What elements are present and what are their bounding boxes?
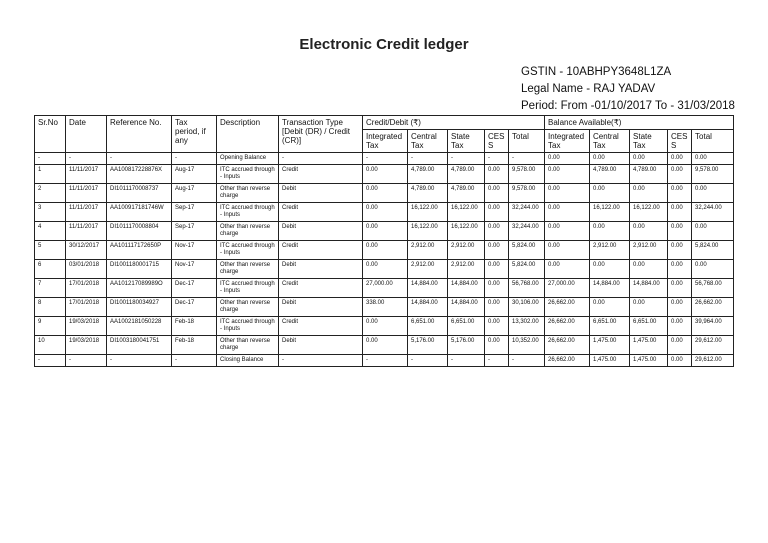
table-cell: 27,000.00: [363, 279, 408, 298]
table-cell: 0.00: [668, 298, 692, 317]
table-cell: -: [35, 355, 66, 367]
table-cell: 14,884.00: [408, 279, 448, 298]
table-cell: Nov-17: [172, 241, 217, 260]
table-cell: 1,475.00: [590, 355, 630, 367]
table-cell: Debit: [279, 298, 363, 317]
table-cell: 4,789.00: [408, 165, 448, 184]
table-cell: Closing Balance: [217, 355, 279, 367]
table-cell: 0.00: [485, 165, 509, 184]
table-cell: 26,662.00: [545, 317, 590, 336]
table-cell: 11/11/2017: [66, 165, 107, 184]
table-cell: 30/12/2017: [66, 241, 107, 260]
table-cell: 0.00: [668, 279, 692, 298]
table-cell: -: [448, 355, 485, 367]
table-cell: 0.00: [668, 260, 692, 279]
table-cell: 0.00: [668, 153, 692, 165]
table-cell: 4,789.00: [448, 165, 485, 184]
table-row: [35, 184, 734, 203]
table-cell: 0.00: [363, 222, 408, 241]
table-cell: AA1002181050228: [107, 317, 172, 336]
table-cell: 1,475.00: [630, 355, 668, 367]
table-row: [35, 165, 734, 184]
table-row: [35, 153, 734, 165]
table-cell: 6,651.00: [630, 317, 668, 336]
table-cell: 16,122.00: [408, 222, 448, 241]
table-cell: -: [408, 153, 448, 165]
table-cell: 0.00: [630, 184, 668, 203]
table-cell: -: [408, 355, 448, 367]
table-cell: 4,789.00: [448, 184, 485, 203]
table-cell: 14,884.00: [448, 298, 485, 317]
table-cell: 0.00: [545, 165, 590, 184]
table-cell: 16,122.00: [448, 222, 485, 241]
table-cell: 14,884.00: [408, 298, 448, 317]
table-cell: 29,612.00: [692, 355, 734, 367]
table-cell: -: [66, 355, 107, 367]
table-cell: 0.00: [590, 153, 630, 165]
table-cell: 10,352.00: [509, 336, 545, 355]
table-cell: 26,662.00: [692, 298, 734, 317]
table-cell: 0.00: [363, 336, 408, 355]
table-cell: Aug-17: [172, 165, 217, 184]
table-cell: 7: [35, 279, 66, 298]
table-cell: 32,244.00: [692, 203, 734, 222]
table-cell: Debit: [279, 260, 363, 279]
table-cell: AA100817228876X: [107, 165, 172, 184]
table-cell: 4: [35, 222, 66, 241]
table-cell: 0.00: [630, 222, 668, 241]
table-cell: 26,662.00: [545, 298, 590, 317]
table-cell: 26,662.00: [545, 355, 590, 367]
table-cell: 0.00: [630, 298, 668, 317]
table-cell: 0.00: [485, 260, 509, 279]
table-cell: 0.00: [590, 184, 630, 203]
table-cell: 1,475.00: [590, 336, 630, 355]
table-cell: Debit: [279, 222, 363, 241]
table-cell: DI1001180034927: [107, 298, 172, 317]
table-cell: 6,651.00: [408, 317, 448, 336]
table-cell: 2,912.00: [448, 260, 485, 279]
table-cell: ITC accrued through - Inputs: [217, 279, 279, 298]
subheader-balance-state-tax: State Tax: [630, 130, 668, 153]
table-cell: 5,824.00: [692, 241, 734, 260]
table-cell: DI1001180001715: [107, 260, 172, 279]
table-cell: Sep-17: [172, 222, 217, 241]
table-cell: 0.00: [545, 241, 590, 260]
table-cell: -: [172, 153, 217, 165]
table-cell: 2: [35, 184, 66, 203]
gstin-text: GSTIN - 10ABHPY3648L1ZA: [521, 66, 672, 78]
table-cell: 4,789.00: [408, 184, 448, 203]
table-cell: 2,912.00: [448, 241, 485, 260]
table-cell: DI1011170008804: [107, 222, 172, 241]
table-cell: AA101217089989O: [107, 279, 172, 298]
table-cell: 6,651.00: [590, 317, 630, 336]
table-cell: 0.00: [668, 222, 692, 241]
table-cell: -: [509, 355, 545, 367]
table-cell: 11/11/2017: [66, 222, 107, 241]
table-cell: 03/01/2018: [66, 260, 107, 279]
table-cell: Credit: [279, 165, 363, 184]
header-date: Date: [66, 116, 107, 153]
table-cell: 2,912.00: [630, 241, 668, 260]
table-cell: 2,912.00: [408, 260, 448, 279]
table-cell: ITC accrued through - Inputs: [217, 203, 279, 222]
table-cell: 0.00: [485, 336, 509, 355]
table-cell: 0.00: [485, 279, 509, 298]
subheader-cess: CESS: [485, 130, 509, 153]
table-cell: 0.00: [363, 184, 408, 203]
table-cell: DI1011170008737: [107, 184, 172, 203]
table-cell: 10: [35, 336, 66, 355]
table-cell: -: [107, 153, 172, 165]
table-cell: 0.00: [485, 203, 509, 222]
table-cell: Credit: [279, 241, 363, 260]
table-cell: -: [448, 153, 485, 165]
table-cell: Aug-17: [172, 184, 217, 203]
subheader-central-tax: Central Tax: [408, 130, 448, 153]
header-credit-debit-group: Credit/Debit (₹): [363, 116, 545, 130]
table-cell: 1,475.00: [630, 336, 668, 355]
table-cell: -: [107, 355, 172, 367]
table-cell: 5,176.00: [448, 336, 485, 355]
table-cell: 0.00: [485, 317, 509, 336]
table-cell: 16,122.00: [448, 203, 485, 222]
table-row: [35, 317, 734, 336]
table-cell: 1: [35, 165, 66, 184]
table-cell: ITC accrued through - Inputs: [217, 165, 279, 184]
table-cell: Sep-17: [172, 203, 217, 222]
table-row: [35, 298, 734, 317]
table-cell: 3: [35, 203, 66, 222]
table-cell: 0.00: [668, 336, 692, 355]
table-cell: 14,884.00: [630, 279, 668, 298]
table-cell: Other than reverse charge: [217, 222, 279, 241]
table-cell: Dec-17: [172, 298, 217, 317]
table-cell: Other than reverse charge: [217, 298, 279, 317]
table-cell: 0.00: [668, 241, 692, 260]
table-cell: 0.00: [545, 222, 590, 241]
table-cell: 19/03/2018: [66, 336, 107, 355]
table-cell: 39,964.00: [692, 317, 734, 336]
table-cell: 0.00: [485, 222, 509, 241]
table-cell: 0.00: [363, 241, 408, 260]
legal-name-text: Legal Name - RAJ YADAV: [521, 83, 656, 95]
table-cell: Nov-17: [172, 260, 217, 279]
header-description: Description: [217, 116, 279, 153]
table-cell: 8: [35, 298, 66, 317]
table-cell: Credit: [279, 203, 363, 222]
table-cell: 0.00: [692, 153, 734, 165]
table-cell: Credit: [279, 279, 363, 298]
table-cell: 0.00: [692, 184, 734, 203]
document-title: Electronic Credit ledger: [299, 36, 469, 53]
subheader-total: Total: [509, 130, 545, 153]
table-cell: 9,578.00: [509, 184, 545, 203]
table-cell: 6,651.00: [448, 317, 485, 336]
table-cell: ITC accrued through - Inputs: [217, 317, 279, 336]
ledger-body: [35, 153, 734, 367]
header-tax-period: Tax period, if any: [172, 116, 217, 153]
table-cell: 16,122.00: [630, 203, 668, 222]
table-row: [35, 260, 734, 279]
table-cell: Other than reverse charge: [217, 260, 279, 279]
table-cell: 9: [35, 317, 66, 336]
table-cell: 0.00: [668, 184, 692, 203]
table-cell: 56,768.00: [509, 279, 545, 298]
table-cell: 16,122.00: [408, 203, 448, 222]
table-cell: ITC accrued through - Inputs: [217, 241, 279, 260]
table-cell: 19/03/2018: [66, 317, 107, 336]
table-cell: 16,122.00: [590, 203, 630, 222]
table-row: [35, 279, 734, 298]
table-cell: 0.00: [545, 260, 590, 279]
table-cell: 5,824.00: [509, 260, 545, 279]
table-cell: 14,884.00: [448, 279, 485, 298]
table-cell: -: [485, 153, 509, 165]
table-cell: 17/01/2018: [66, 279, 107, 298]
subheader-balance-total: Total: [692, 130, 734, 153]
subheader-balance-cess: CESS: [668, 130, 692, 153]
header-srno: Sr.No: [35, 116, 66, 153]
table-cell: 0.00: [668, 203, 692, 222]
table-row: [35, 241, 734, 260]
table-cell: Other than reverse charge: [217, 336, 279, 355]
table-cell: -: [279, 355, 363, 367]
table-cell: Debit: [279, 184, 363, 203]
table-cell: Credit: [279, 317, 363, 336]
table-cell: 0.00: [692, 260, 734, 279]
table-cell: -: [363, 153, 408, 165]
table-cell: 0.00: [363, 317, 408, 336]
table-cell: 0.00: [485, 298, 509, 317]
header-reference-no: Reference No.: [107, 116, 172, 153]
table-cell: -: [279, 153, 363, 165]
table-cell: -: [35, 153, 66, 165]
table-cell: 2,912.00: [590, 241, 630, 260]
table-cell: Debit: [279, 336, 363, 355]
table-cell: 0.00: [545, 203, 590, 222]
table-cell: Dec-17: [172, 279, 217, 298]
header-balance-group: Balance Available(₹): [545, 116, 734, 130]
table-cell: 0.00: [692, 222, 734, 241]
table-cell: 9,578.00: [509, 165, 545, 184]
subheader-balance-integrated-tax: Integrated Tax: [545, 130, 590, 153]
table-cell: 11/11/2017: [66, 203, 107, 222]
table-cell: 6: [35, 260, 66, 279]
table-cell: 32,244.00: [509, 222, 545, 241]
table-cell: 0.00: [363, 165, 408, 184]
table-cell: 9,578.00: [692, 165, 734, 184]
table-cell: 4,789.00: [630, 165, 668, 184]
table-cell: -: [363, 355, 408, 367]
header-row: [35, 116, 734, 130]
table-cell: Other than reverse charge: [217, 184, 279, 203]
table-cell: -: [66, 153, 107, 165]
table-cell: Feb-18: [172, 336, 217, 355]
table-cell: 0.00: [668, 355, 692, 367]
table-cell: 2,912.00: [408, 241, 448, 260]
table-cell: -: [485, 355, 509, 367]
table-cell: 0.00: [545, 153, 590, 165]
table-cell: 5: [35, 241, 66, 260]
table-cell: Feb-18: [172, 317, 217, 336]
subheader-balance-central-tax: Central Tax: [590, 130, 630, 153]
table-cell: 0.00: [590, 298, 630, 317]
table-cell: 0.00: [363, 203, 408, 222]
table-cell: -: [172, 355, 217, 367]
table-row: [35, 336, 734, 355]
table-cell: 0.00: [630, 153, 668, 165]
table-cell: 27,000.00: [545, 279, 590, 298]
table-cell: 5,824.00: [509, 241, 545, 260]
table-cell: 0.00: [630, 260, 668, 279]
table-cell: -: [509, 153, 545, 165]
subheader-state-tax: State Tax: [448, 130, 485, 153]
table-cell: 0.00: [485, 184, 509, 203]
credit-ledger-table: [34, 115, 734, 367]
table-cell: 30,106.00: [509, 298, 545, 317]
table-cell: 0.00: [545, 184, 590, 203]
header-transaction-type: Transaction Type [Debit (DR) / Credit (CR)]: [279, 116, 363, 153]
table-cell: 29,612.00: [692, 336, 734, 355]
table-cell: 0.00: [485, 241, 509, 260]
period-text: Period: From -01/10/2017 To - 31/03/2018: [521, 100, 735, 112]
table-cell: DI1003180041751: [107, 336, 172, 355]
table-cell: 17/01/2018: [66, 298, 107, 317]
table-cell: AA100917181746W: [107, 203, 172, 222]
table-cell: 32,244.00: [509, 203, 545, 222]
table-cell: 26,662.00: [545, 336, 590, 355]
table-cell: 0.00: [668, 165, 692, 184]
table-row: [35, 203, 734, 222]
subheader-integrated-tax: Integrated Tax: [363, 130, 408, 153]
table-cell: 13,302.00: [509, 317, 545, 336]
table-cell: 0.00: [590, 222, 630, 241]
table-row: [35, 355, 734, 367]
table-cell: Opening Balance: [217, 153, 279, 165]
table-cell: 56,768.00: [692, 279, 734, 298]
table-cell: AA101117172650P: [107, 241, 172, 260]
table-cell: 0.00: [590, 260, 630, 279]
table-cell: 14,884.00: [590, 279, 630, 298]
table-cell: 0.00: [668, 317, 692, 336]
table-cell: 4,789.00: [590, 165, 630, 184]
table-cell: 0.00: [363, 260, 408, 279]
table-cell: 5,176.00: [408, 336, 448, 355]
table-cell: 338.00: [363, 298, 408, 317]
table-cell: 11/11/2017: [66, 184, 107, 203]
table-row: [35, 222, 734, 241]
